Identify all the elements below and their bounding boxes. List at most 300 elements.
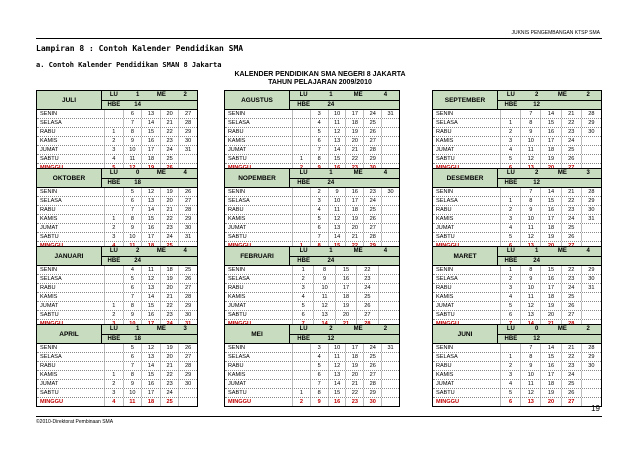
- date-cell: 15: [141, 215, 160, 223]
- date-cell: 9: [520, 206, 540, 214]
- date-cell: 5: [310, 128, 328, 136]
- date-cell: 22: [561, 266, 581, 274]
- date-cell: [292, 233, 310, 241]
- day-name: SELASA: [228, 354, 250, 360]
- hbe-value: 14: [134, 101, 141, 108]
- day-row: [37, 388, 197, 397]
- stat-label: ME: [557, 170, 567, 176]
- stat-label: ME: [353, 170, 363, 176]
- date-cell: 2: [104, 311, 123, 319]
- month-calendar-september: [432, 90, 602, 173]
- appendix-title: Lampiran 8 : Contoh Kalender Pendidikan SMA: [36, 44, 244, 53]
- date-cell: 19: [160, 275, 179, 283]
- date-cell: 19: [345, 215, 363, 223]
- month-stats: [102, 247, 197, 265]
- date-cell: 1: [292, 155, 310, 163]
- hbe-value: 24: [327, 179, 335, 186]
- stat-value-lu: 2: [329, 326, 333, 332]
- month-calendar-juli: [36, 90, 198, 173]
- date-cell: 1: [104, 128, 123, 136]
- month-stats: [290, 247, 399, 265]
- date-cell: [581, 302, 601, 310]
- day-row: [433, 397, 601, 406]
- month-name: DESEMBER: [433, 169, 498, 187]
- date-cell: [178, 389, 197, 397]
- date-cell: [178, 398, 197, 406]
- stat-spacer: [173, 335, 197, 344]
- month-name: OKTOBER: [37, 169, 102, 187]
- date-cell: 15: [141, 302, 160, 310]
- date-cell: 12: [313, 302, 334, 310]
- date-cell: 23: [561, 128, 581, 136]
- date-cell: 31: [178, 146, 197, 154]
- hbe-label: HBE: [504, 335, 518, 342]
- day-row: [225, 118, 399, 127]
- month-name: JANUARI: [37, 247, 102, 265]
- date-cell: 6: [123, 197, 142, 205]
- month-name: NOPEMBER: [225, 169, 290, 187]
- date-cell: 24: [160, 233, 179, 241]
- date-cell: [581, 389, 601, 397]
- day-name: RABU: [228, 129, 244, 135]
- date-cell: 7: [310, 380, 328, 388]
- date-cell: 1: [104, 302, 123, 310]
- date-cell: 10: [520, 137, 540, 145]
- date-cell: 2: [500, 128, 520, 136]
- date-cell: 24: [363, 197, 381, 205]
- date-cell: [381, 362, 399, 370]
- month-header: [36, 90, 198, 110]
- date-cell: [292, 197, 310, 205]
- day-row: [225, 110, 399, 118]
- date-cell: 16: [540, 128, 560, 136]
- stat-spacer: [550, 101, 576, 110]
- date-cell: 29: [178, 128, 197, 136]
- stat-value-me: 4: [383, 248, 388, 254]
- day-name: KAMIS: [40, 372, 58, 378]
- day-row: [433, 266, 601, 274]
- hbe-label: HBE: [297, 335, 310, 342]
- date-cell: [500, 110, 520, 118]
- date-cell: 19: [540, 389, 560, 397]
- month-days: [36, 266, 198, 329]
- date-cell: [500, 188, 520, 196]
- date-cell: [104, 206, 123, 214]
- day-row: [37, 379, 197, 388]
- date-cell: 20: [160, 197, 179, 205]
- day-row: [433, 118, 601, 127]
- day-name: SENIN: [436, 189, 454, 195]
- date-cell: 30: [178, 137, 197, 145]
- date-cell: 16: [141, 137, 160, 145]
- date-cell: 20: [345, 224, 363, 232]
- date-cell: 25: [561, 380, 581, 388]
- hbe-value: 12: [533, 101, 540, 108]
- month-header: [432, 246, 602, 266]
- stat-label: LU: [506, 248, 515, 254]
- date-cell: 9: [310, 398, 328, 406]
- month-name: FEBRUARI: [225, 247, 290, 265]
- date-cell: 7: [123, 206, 142, 214]
- date-cell: 30: [178, 311, 197, 319]
- date-cell: 17: [141, 233, 160, 241]
- day-row: [225, 214, 399, 223]
- date-cell: 4: [292, 293, 313, 301]
- calendar-year: TAHUN PELAJARAN 2009/2010: [268, 79, 372, 86]
- day-row: [433, 145, 601, 154]
- date-cell: 5: [500, 155, 520, 163]
- date-cell: [104, 188, 123, 196]
- date-cell: 1: [500, 197, 520, 205]
- stat-label: LU: [506, 92, 515, 98]
- date-cell: 20: [345, 371, 363, 379]
- date-cell: [381, 146, 399, 154]
- date-cell: 31: [178, 233, 197, 241]
- day-row: [225, 145, 399, 154]
- date-cell: 30: [178, 380, 197, 388]
- date-cell: 17: [540, 215, 560, 223]
- date-cell: [378, 266, 399, 274]
- stat-spacer: [173, 179, 197, 188]
- hbe-value: 24: [134, 257, 141, 264]
- day-row: [433, 361, 601, 370]
- date-cell: 22: [160, 371, 179, 379]
- month-stats: [498, 169, 601, 187]
- date-cell: [378, 275, 399, 283]
- date-cell: [381, 371, 399, 379]
- date-cell: 14: [540, 344, 560, 352]
- date-cell: [104, 344, 123, 352]
- date-cell: [381, 380, 399, 388]
- date-cell: 30: [581, 362, 601, 370]
- stat-label: ME: [156, 170, 166, 176]
- date-cell: 16: [328, 398, 346, 406]
- day-row: [225, 301, 399, 310]
- date-cell: 25: [363, 206, 381, 214]
- day-name: JUMAT: [40, 147, 59, 153]
- day-name: SENIN: [436, 111, 454, 117]
- date-cell: 23: [160, 224, 179, 232]
- day-row: [37, 214, 197, 223]
- day-row: [37, 292, 197, 301]
- date-cell: 26: [561, 155, 581, 163]
- hbe-label: HBE: [107, 335, 121, 342]
- date-cell: 5: [500, 389, 520, 397]
- date-cell: 30: [581, 275, 601, 283]
- date-cell: 6: [310, 137, 328, 145]
- month-calendar-april: [36, 324, 198, 407]
- date-cell: 30: [581, 128, 601, 136]
- date-cell: 19: [540, 302, 560, 310]
- day-name: RABU: [40, 207, 56, 213]
- date-cell: 3: [292, 284, 313, 292]
- month-calendar-maret: [432, 246, 602, 329]
- day-name: SELASA: [40, 276, 62, 282]
- stat-value-lu: 1: [329, 170, 333, 176]
- month-stats: [290, 169, 399, 187]
- day-row: [225, 196, 399, 205]
- date-cell: 22: [561, 353, 581, 361]
- date-cell: [581, 137, 601, 145]
- date-cell: 7: [310, 233, 328, 241]
- stat-spacer: [345, 335, 372, 344]
- month-header: [432, 168, 602, 188]
- date-cell: 4: [310, 206, 328, 214]
- date-cell: 11: [520, 293, 540, 301]
- date-cell: 23: [160, 380, 179, 388]
- date-cell: 6: [123, 353, 142, 361]
- month-header: [432, 324, 602, 344]
- date-cell: 12: [520, 155, 540, 163]
- stat-value-lu: 2: [135, 248, 140, 254]
- date-cell: 18: [345, 353, 363, 361]
- section-subtitle: a. Contoh Kalender Pendidikan SMAN 8 Jakarta: [36, 61, 222, 69]
- day-name: JUMAT: [228, 381, 247, 387]
- date-cell: [104, 293, 123, 301]
- date-cell: 9: [123, 380, 142, 388]
- day-name: SENIN: [228, 189, 246, 195]
- day-name: SABTU: [436, 312, 455, 318]
- date-cell: 18: [160, 266, 179, 274]
- day-name: JUMAT: [436, 303, 455, 309]
- stat-label: LU: [109, 92, 118, 98]
- day-name: SENIN: [436, 345, 454, 351]
- date-cell: [581, 293, 601, 301]
- date-cell: [381, 128, 399, 136]
- date-cell: 18: [345, 206, 363, 214]
- date-cell: 23: [561, 362, 581, 370]
- day-row: [433, 379, 601, 388]
- stat-value-me: 3: [586, 170, 590, 176]
- date-cell: [292, 137, 310, 145]
- day-name: SENIN: [228, 345, 246, 351]
- date-cell: 15: [141, 371, 160, 379]
- day-row: [37, 154, 197, 163]
- day-name: KAMIS: [436, 294, 454, 300]
- date-cell: [381, 206, 399, 214]
- date-cell: 16: [540, 206, 560, 214]
- stat-value-me: 2: [586, 92, 590, 98]
- month-calendar-oktober: [36, 168, 198, 251]
- date-cell: 26: [178, 188, 197, 196]
- date-cell: 24: [363, 110, 381, 118]
- month-stats: [498, 91, 601, 109]
- day-name: SELASA: [40, 198, 62, 204]
- day-row: [225, 370, 399, 379]
- month-stats: [290, 91, 399, 109]
- date-cell: [381, 215, 399, 223]
- date-cell: 26: [178, 344, 197, 352]
- date-cell: 28: [363, 146, 381, 154]
- date-cell: 29: [178, 215, 197, 223]
- stat-label: LU: [506, 326, 515, 332]
- date-cell: 10: [520, 215, 540, 223]
- hbe-value: 18: [134, 179, 141, 186]
- date-cell: 19: [335, 302, 356, 310]
- date-cell: 28: [178, 293, 197, 301]
- date-cell: 11: [328, 206, 346, 214]
- day-name: SENIN: [40, 267, 58, 273]
- month-header: [36, 324, 198, 344]
- date-cell: 6: [292, 311, 313, 319]
- day-row: [225, 344, 399, 352]
- stat-spacer: [575, 335, 601, 344]
- date-cell: 1: [500, 119, 520, 127]
- date-cell: [292, 110, 310, 118]
- date-cell: 11: [328, 353, 346, 361]
- day-name: RABU: [40, 129, 56, 135]
- date-cell: 7: [520, 110, 540, 118]
- day-name: JUMAT: [436, 225, 455, 231]
- date-cell: 2: [500, 275, 520, 283]
- date-cell: 11: [123, 398, 142, 406]
- date-cell: 3: [310, 110, 328, 118]
- date-cell: 1: [500, 353, 520, 361]
- day-name: KAMIS: [228, 138, 246, 144]
- stat-value-me: 2: [383, 326, 388, 332]
- date-cell: 9: [520, 362, 540, 370]
- day-name: SENIN: [40, 189, 58, 195]
- stat-value-lu: 1: [329, 92, 333, 98]
- day-row: [225, 310, 399, 319]
- stat-label: ME: [557, 92, 567, 98]
- date-cell: 29: [581, 119, 601, 127]
- date-cell: 6: [310, 224, 328, 232]
- date-cell: 8: [520, 266, 540, 274]
- stat-label: ME: [353, 92, 363, 98]
- date-cell: 11: [123, 155, 142, 163]
- date-cell: 29: [178, 302, 197, 310]
- stat-spacer: [372, 101, 399, 110]
- date-cell: 25: [561, 224, 581, 232]
- date-cell: 25: [561, 293, 581, 301]
- date-cell: 27: [363, 137, 381, 145]
- stat-spacer: [150, 335, 174, 344]
- date-cell: 27: [561, 311, 581, 319]
- date-cell: 30: [581, 206, 601, 214]
- date-cell: 17: [345, 110, 363, 118]
- day-name: SABTU: [436, 156, 455, 162]
- date-cell: 17: [540, 371, 560, 379]
- date-cell: [292, 188, 310, 196]
- day-row: [225, 154, 399, 163]
- date-cell: 4: [104, 398, 123, 406]
- month-name: JULI: [37, 91, 102, 109]
- date-cell: 7: [123, 362, 142, 370]
- day-row: [433, 188, 601, 196]
- day-row: [433, 283, 601, 292]
- date-cell: 10: [520, 371, 540, 379]
- date-cell: 8: [123, 215, 142, 223]
- date-cell: 18: [540, 146, 560, 154]
- day-name: SABTU: [40, 390, 59, 396]
- date-cell: [378, 284, 399, 292]
- date-cell: [292, 371, 310, 379]
- date-cell: 25: [178, 266, 197, 274]
- date-cell: 27: [561, 398, 581, 406]
- stat-label: LU: [299, 170, 308, 176]
- date-cell: 22: [345, 389, 363, 397]
- day-name: RABU: [436, 363, 452, 369]
- date-cell: [581, 233, 601, 241]
- date-cell: 3: [500, 371, 520, 379]
- hbe-label: HBE: [504, 179, 518, 186]
- date-cell: 14: [141, 119, 160, 127]
- date-cell: 27: [178, 284, 197, 292]
- date-cell: 27: [363, 224, 381, 232]
- date-cell: [381, 155, 399, 163]
- day-row: [433, 301, 601, 310]
- hbe-label: HBE: [107, 179, 121, 186]
- hbe-label: HBE: [297, 257, 310, 264]
- date-cell: 1: [104, 371, 123, 379]
- date-cell: 30: [178, 224, 197, 232]
- date-cell: 14: [328, 380, 346, 388]
- day-name: SENIN: [228, 267, 246, 273]
- date-cell: [292, 224, 310, 232]
- day-row: [37, 352, 197, 361]
- day-row: [433, 344, 601, 352]
- date-cell: 5: [123, 188, 142, 196]
- stat-value-lu: 0: [135, 170, 140, 176]
- date-cell: 24: [561, 371, 581, 379]
- stat-value-lu: 1: [329, 248, 333, 254]
- date-cell: 11: [328, 119, 346, 127]
- day-name: KAMIS: [436, 216, 454, 222]
- date-cell: 24: [363, 344, 381, 352]
- date-cell: 26: [363, 215, 381, 223]
- date-cell: 15: [540, 353, 560, 361]
- top-rule: [36, 38, 602, 39]
- date-cell: 9: [123, 311, 142, 319]
- date-cell: 12: [141, 275, 160, 283]
- date-cell: 10: [313, 284, 334, 292]
- day-row: [433, 136, 601, 145]
- day-name: KAMIS: [228, 372, 246, 378]
- date-cell: 2: [500, 362, 520, 370]
- stat-value-lu: 2: [534, 92, 539, 98]
- day-name: SELASA: [40, 354, 62, 360]
- day-name: SABTU: [40, 312, 59, 318]
- date-cell: 18: [345, 119, 363, 127]
- date-cell: [378, 293, 399, 301]
- day-row: [37, 370, 197, 379]
- date-cell: 29: [581, 197, 601, 205]
- day-name: JUMAT: [228, 225, 247, 231]
- stat-label: ME: [156, 92, 166, 98]
- date-cell: [292, 146, 310, 154]
- date-cell: 24: [356, 284, 377, 292]
- day-row: [225, 397, 399, 406]
- date-cell: 8: [520, 119, 540, 127]
- date-cell: 6: [123, 110, 142, 118]
- day-row: [225, 223, 399, 232]
- month-name: MARET: [433, 247, 498, 265]
- date-cell: 18: [540, 293, 560, 301]
- stat-value-lu: 0: [534, 326, 539, 332]
- date-cell: 4: [310, 353, 328, 361]
- date-cell: 30: [381, 188, 399, 196]
- day-name: SENIN: [228, 111, 246, 117]
- date-cell: 6: [123, 284, 142, 292]
- date-cell: 21: [345, 233, 363, 241]
- day-name: SELASA: [228, 276, 250, 282]
- day-row: [433, 196, 601, 205]
- date-cell: 29: [363, 389, 381, 397]
- date-cell: 12: [141, 344, 160, 352]
- day-row: [433, 154, 601, 163]
- hbe-value: 12: [533, 335, 540, 342]
